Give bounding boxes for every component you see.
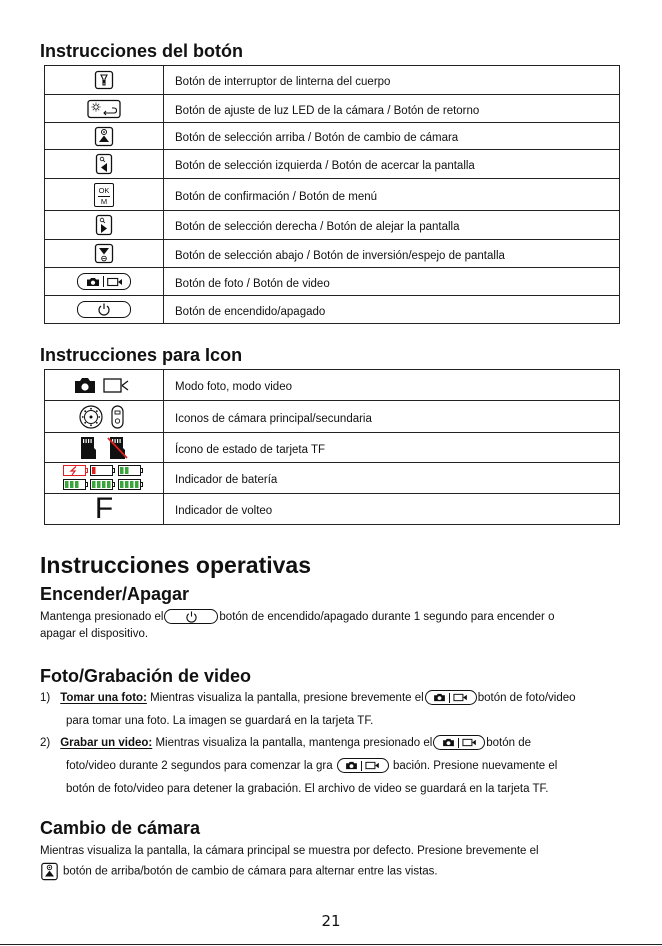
photo-video-button-icon xyxy=(425,690,477,705)
button-description: Botón de selección izquierda / Botón de acercar la pantalla xyxy=(175,160,475,172)
battery-indicator-icon xyxy=(63,464,145,492)
tf-card-icon xyxy=(78,436,130,460)
table-row xyxy=(45,123,620,150)
right-button-icon xyxy=(95,214,113,236)
table-row xyxy=(45,370,620,401)
table-row xyxy=(45,268,620,296)
ok-label: OK xyxy=(98,185,110,195)
photo-video-button-icon xyxy=(77,273,131,290)
led-return-button-icon xyxy=(87,99,121,119)
button-description: Botón de selección derecha / Botón de alejar la pantalla xyxy=(175,221,460,233)
camera-switch-line2: botón de arriba/botón de cambio de cámara para alternar entre las vistas. xyxy=(40,862,630,881)
power-button-icon xyxy=(164,609,218,624)
down-button-icon xyxy=(94,243,114,264)
button-description: Botón de confirmación / Botón de menú xyxy=(175,190,378,203)
photo-item-2-line2: foto/video durante 2 segundos para comenzar la gra bación. Presione nuevamente el xyxy=(66,760,558,772)
button-description: Botón de encendido/apagado xyxy=(175,305,326,318)
photo-item-1-line2: para tomar una foto. La imagen se guardará en la tarjeta TF. xyxy=(66,715,374,727)
table-row xyxy=(45,240,620,268)
table-row xyxy=(45,296,620,324)
table-row xyxy=(45,179,620,211)
camera-switch-subtitle: Cambio de cámara xyxy=(40,818,201,838)
buttons-table xyxy=(44,65,620,324)
m-label: M xyxy=(100,197,108,207)
button-description: Botón de interruptor de linterna del cuerpo xyxy=(175,76,391,88)
power-button-icon xyxy=(77,301,131,318)
photo-item-2: 2) Grabar un video: Mientras visualiza la pantalla, mantenga presionado el botón de xyxy=(40,737,532,749)
icon-description: Indicador de batería xyxy=(175,474,278,486)
table-row xyxy=(45,66,620,95)
power-subtitle: Encender/Apagar xyxy=(40,584,190,604)
power-paragraph-line2: apagar el dispositivo. xyxy=(40,628,149,640)
footer-divider xyxy=(0,944,662,945)
up-button-icon xyxy=(40,862,59,881)
icon-description: Iconos de cámara principal/secundaria xyxy=(175,412,372,425)
icon-description: Ícono de estado de tarjeta TF xyxy=(175,443,326,456)
table-row xyxy=(45,211,620,240)
photo-item-2-line3: botón de foto/video para detener la grabación. El archivo de video se guardará en la tarjeta TF. xyxy=(66,783,549,795)
ok-menu-button-icon xyxy=(94,183,114,207)
button-description: Botón de foto / Botón de video xyxy=(175,277,330,290)
icons-section-title: Instrucciones para Icon xyxy=(40,345,243,365)
operative-section-title: Instrucciones operativas xyxy=(40,552,311,578)
page-number: 21 xyxy=(321,912,341,930)
table-row xyxy=(45,494,620,525)
power-paragraph: Mantenga presionado el botón de encendido/apagado durante 1 segundo para encender o xyxy=(40,611,555,623)
camera-switch-line1: Mientras visualiza la pantalla, la cámara principal se muestra por defecto. Presione brevemente el xyxy=(40,845,539,857)
left-button-icon xyxy=(95,153,113,175)
icons-table xyxy=(44,369,620,525)
icon-description: Indicador de volteo xyxy=(175,505,273,517)
buttons-section-title: Instrucciones del botón xyxy=(40,41,244,61)
main-secondary-camera-icon xyxy=(79,404,129,430)
flip-indicator-icon: F xyxy=(94,492,114,525)
photo-item-1: 1) Tomar una foto: Mientras visualiza la pantalla, presione brevemente el botón de foto/video xyxy=(40,692,576,704)
table-row xyxy=(45,433,620,463)
up-button-icon xyxy=(94,126,114,147)
table-row xyxy=(45,463,620,494)
photo-video-button-icon xyxy=(433,735,485,750)
button-description: Botón de selección arriba / Botón de cambio de cámara xyxy=(175,132,459,144)
photo-video-button-icon xyxy=(337,758,389,773)
table-row xyxy=(45,401,620,433)
button-description: Botón de selección abajo / Botón de inversión/espejo de pantalla xyxy=(175,249,505,262)
table-row xyxy=(45,95,620,123)
flashlight-button-icon xyxy=(94,70,114,90)
table-row xyxy=(45,150,620,179)
photo-video-mode-icon xyxy=(73,376,135,394)
button-description: Botón de ajuste de luz LED de la cámara / Botón de retorno xyxy=(175,104,480,117)
photo-video-subtitle: Foto/Grabación de video xyxy=(40,666,252,686)
icon-description: Modo foto, modo video xyxy=(175,381,292,393)
